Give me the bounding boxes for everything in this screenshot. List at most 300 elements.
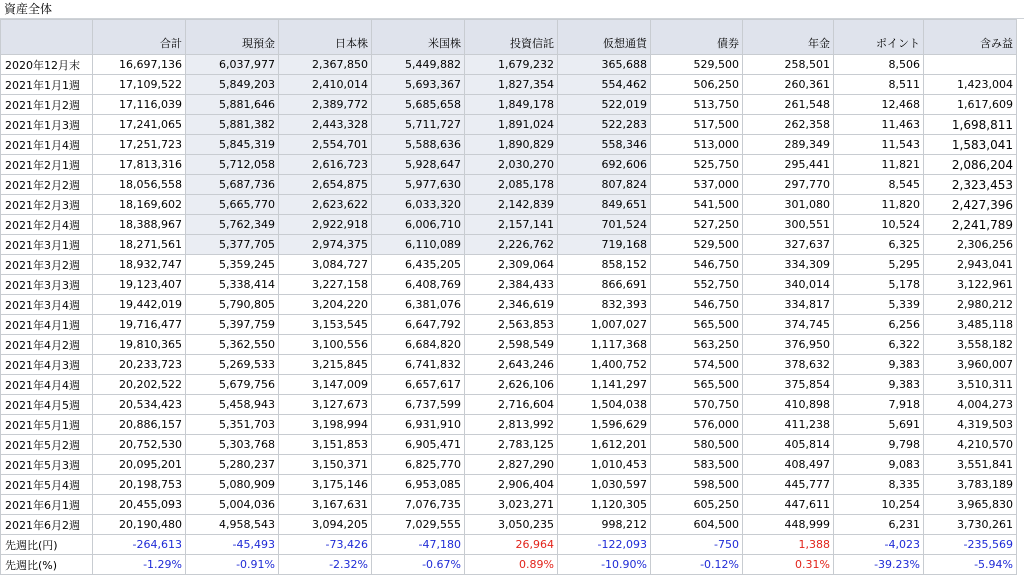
cell-pension[interactable]: 300,551 bbox=[743, 215, 834, 235]
cell-crypto[interactable]: 701,524 bbox=[558, 215, 651, 235]
cell-points[interactable]: 5,339 bbox=[834, 295, 924, 315]
cell-mutual-fund[interactable]: 0.89% bbox=[465, 555, 558, 575]
cell-us-stock[interactable]: 6,657,617 bbox=[372, 375, 465, 395]
row-label[interactable]: 2021年3月3週 bbox=[1, 275, 93, 295]
cell-mutual-fund[interactable]: 1,891,024 bbox=[465, 115, 558, 135]
cell-jp-stock[interactable]: 2,654,875 bbox=[279, 175, 372, 195]
cell-unrealized-gain[interactable]: 2,086,204 bbox=[924, 155, 1017, 175]
cell-jp-stock[interactable]: 2,974,375 bbox=[279, 235, 372, 255]
cell-mutual-fund[interactable]: 1,890,829 bbox=[465, 135, 558, 155]
cell-bond[interactable]: 525,750 bbox=[651, 155, 743, 175]
cell-points[interactable]: 6,231 bbox=[834, 515, 924, 535]
cell-bond[interactable]: 570,750 bbox=[651, 395, 743, 415]
column-header-points[interactable]: ポイント bbox=[834, 20, 924, 55]
column-header-cash[interactable]: 現預金 bbox=[186, 20, 279, 55]
row-label[interactable]: 2020年12月末 bbox=[1, 55, 93, 75]
cell-bond[interactable]: 527,250 bbox=[651, 215, 743, 235]
cell-cash[interactable]: 4,958,543 bbox=[186, 515, 279, 535]
cell-bond[interactable]: 529,500 bbox=[651, 235, 743, 255]
row-label[interactable]: 2021年4月3週 bbox=[1, 355, 93, 375]
cell-total[interactable]: 19,810,365 bbox=[93, 335, 186, 355]
cell-total[interactable]: 20,534,423 bbox=[93, 395, 186, 415]
cell-total[interactable]: 20,886,157 bbox=[93, 415, 186, 435]
cell-crypto[interactable]: 858,152 bbox=[558, 255, 651, 275]
cell-unrealized-gain[interactable]: 3,558,182 bbox=[924, 335, 1017, 355]
cell-pension[interactable]: 447,611 bbox=[743, 495, 834, 515]
cell-cash[interactable]: 6,037,977 bbox=[186, 55, 279, 75]
row-label[interactable]: 2021年5月1週 bbox=[1, 415, 93, 435]
cell-cash[interactable]: -45,493 bbox=[186, 535, 279, 555]
cell-total[interactable]: 17,109,522 bbox=[93, 75, 186, 95]
cell-jp-stock[interactable]: 2,367,850 bbox=[279, 55, 372, 75]
cell-points[interactable]: 8,511 bbox=[834, 75, 924, 95]
cell-pension[interactable]: 260,361 bbox=[743, 75, 834, 95]
table-row bbox=[1, 75, 1017, 95]
cell-mutual-fund[interactable]: 3,050,235 bbox=[465, 515, 558, 535]
cell-jp-stock[interactable]: 2,623,622 bbox=[279, 195, 372, 215]
cell-points[interactable]: 6,325 bbox=[834, 235, 924, 255]
cell-points[interactable]: 7,918 bbox=[834, 395, 924, 415]
column-header-total[interactable]: 合計 bbox=[93, 20, 186, 55]
cell-cash[interactable]: 5,849,203 bbox=[186, 75, 279, 95]
cell-jp-stock[interactable]: 3,150,371 bbox=[279, 455, 372, 475]
cell-unrealized-gain[interactable]: 3,122,961 bbox=[924, 275, 1017, 295]
cell-us-stock[interactable]: 6,408,769 bbox=[372, 275, 465, 295]
cell-us-stock[interactable]: 6,931,910 bbox=[372, 415, 465, 435]
cell-jp-stock[interactable]: 2,616,723 bbox=[279, 155, 372, 175]
cell-points[interactable]: 8,335 bbox=[834, 475, 924, 495]
cell-us-stock[interactable]: 6,110,089 bbox=[372, 235, 465, 255]
cell-crypto[interactable]: 849,651 bbox=[558, 195, 651, 215]
cell-cash[interactable]: 5,687,736 bbox=[186, 175, 279, 195]
column-header-bond[interactable]: 債券 bbox=[651, 20, 743, 55]
cell-mutual-fund[interactable]: 2,384,433 bbox=[465, 275, 558, 295]
sheet-title[interactable]: 資産全体 bbox=[0, 0, 1024, 19]
cell-bond[interactable]: 565,500 bbox=[651, 375, 743, 395]
cell-cash[interactable]: 5,790,805 bbox=[186, 295, 279, 315]
row-label[interactable]: 2021年4月4週 bbox=[1, 375, 93, 395]
cell-points[interactable]: 12,468 bbox=[834, 95, 924, 115]
cell-points[interactable]: 11,821 bbox=[834, 155, 924, 175]
cell-jp-stock[interactable]: 3,227,158 bbox=[279, 275, 372, 295]
cell-cash[interactable]: 5,397,759 bbox=[186, 315, 279, 335]
cell-unrealized-gain[interactable]: 2,943,041 bbox=[924, 255, 1017, 275]
cell-jp-stock[interactable]: 3,175,146 bbox=[279, 475, 372, 495]
cell-pension[interactable]: 295,441 bbox=[743, 155, 834, 175]
cell-mutual-fund[interactable]: 2,827,290 bbox=[465, 455, 558, 475]
cell-points[interactable]: 10,254 bbox=[834, 495, 924, 515]
column-header-us-stock[interactable]: 米国株 bbox=[372, 20, 465, 55]
cell-mutual-fund[interactable]: 2,716,604 bbox=[465, 395, 558, 415]
cell-total[interactable]: -264,613 bbox=[93, 535, 186, 555]
cell-crypto[interactable]: 1,141,297 bbox=[558, 375, 651, 395]
cell-bond[interactable]: 541,500 bbox=[651, 195, 743, 215]
cell-mutual-fund[interactable]: 2,598,549 bbox=[465, 335, 558, 355]
cell-unrealized-gain[interactable]: 2,323,453 bbox=[924, 175, 1017, 195]
cell-points[interactable]: 9,383 bbox=[834, 375, 924, 395]
cell-crypto[interactable]: 522,283 bbox=[558, 115, 651, 135]
cell-pension[interactable]: 327,637 bbox=[743, 235, 834, 255]
cell-bond[interactable]: 580,500 bbox=[651, 435, 743, 455]
cell-points[interactable]: 5,691 bbox=[834, 415, 924, 435]
cell-jp-stock[interactable]: 2,922,918 bbox=[279, 215, 372, 235]
cell-jp-stock[interactable]: 2,443,328 bbox=[279, 115, 372, 135]
cell-jp-stock[interactable]: 3,147,009 bbox=[279, 375, 372, 395]
cell-us-stock[interactable]: 6,647,792 bbox=[372, 315, 465, 335]
cell-cash[interactable]: 5,845,319 bbox=[186, 135, 279, 155]
cell-bond[interactable]: 517,500 bbox=[651, 115, 743, 135]
cell-total[interactable]: 18,388,967 bbox=[93, 215, 186, 235]
row-label[interactable]: 2021年1月4週 bbox=[1, 135, 93, 155]
cell-us-stock[interactable]: 6,953,085 bbox=[372, 475, 465, 495]
row-label[interactable]: 2021年5月4週 bbox=[1, 475, 93, 495]
cell-unrealized-gain[interactable]: 2,427,396 bbox=[924, 195, 1017, 215]
cell-pension[interactable]: 258,501 bbox=[743, 55, 834, 75]
cell-bond[interactable]: 576,000 bbox=[651, 415, 743, 435]
cell-unrealized-gain[interactable]: 2,241,789 bbox=[924, 215, 1017, 235]
cell-us-stock[interactable]: 6,825,770 bbox=[372, 455, 465, 475]
cell-unrealized-gain[interactable]: 4,210,570 bbox=[924, 435, 1017, 455]
cell-total[interactable]: 17,241,065 bbox=[93, 115, 186, 135]
cell-total[interactable]: 19,123,407 bbox=[93, 275, 186, 295]
cell-total[interactable]: 20,233,723 bbox=[93, 355, 186, 375]
cell-crypto[interactable]: 719,168 bbox=[558, 235, 651, 255]
cell-bond[interactable]: 546,750 bbox=[651, 295, 743, 315]
cell-jp-stock[interactable]: 3,100,556 bbox=[279, 335, 372, 355]
cell-cash[interactable]: 5,303,768 bbox=[186, 435, 279, 455]
cell-us-stock[interactable]: 6,905,471 bbox=[372, 435, 465, 455]
cell-total[interactable]: 18,271,561 bbox=[93, 235, 186, 255]
cell-points[interactable]: 5,178 bbox=[834, 275, 924, 295]
cell-pension[interactable]: 301,080 bbox=[743, 195, 834, 215]
cell-jp-stock[interactable]: 3,215,845 bbox=[279, 355, 372, 375]
cell-jp-stock[interactable]: 3,153,545 bbox=[279, 315, 372, 335]
cell-jp-stock[interactable]: 2,410,014 bbox=[279, 75, 372, 95]
cell-unrealized-gain[interactable]: 3,730,261 bbox=[924, 515, 1017, 535]
cell-total[interactable]: 18,169,602 bbox=[93, 195, 186, 215]
cell-cash[interactable]: 5,679,756 bbox=[186, 375, 279, 395]
cell-mutual-fund[interactable]: 2,643,246 bbox=[465, 355, 558, 375]
cell-total[interactable]: 17,813,316 bbox=[93, 155, 186, 175]
cell-pension[interactable]: 445,777 bbox=[743, 475, 834, 495]
cell-cash[interactable]: 5,269,533 bbox=[186, 355, 279, 375]
cell-jp-stock[interactable]: 3,167,631 bbox=[279, 495, 372, 515]
cell-mutual-fund[interactable]: 2,813,992 bbox=[465, 415, 558, 435]
cell-pension[interactable]: 405,814 bbox=[743, 435, 834, 455]
cell-us-stock[interactable]: 6,033,320 bbox=[372, 195, 465, 215]
cell-points[interactable]: 5,295 bbox=[834, 255, 924, 275]
row-label[interactable]: 先週比(%) bbox=[1, 555, 93, 575]
cell-crypto[interactable]: 1,030,597 bbox=[558, 475, 651, 495]
cell-us-stock[interactable]: -0.67% bbox=[372, 555, 465, 575]
cell-cash[interactable]: 5,280,237 bbox=[186, 455, 279, 475]
cell-mutual-fund[interactable]: 2,309,064 bbox=[465, 255, 558, 275]
cell-us-stock[interactable]: 6,381,076 bbox=[372, 295, 465, 315]
cell-pension[interactable]: 411,238 bbox=[743, 415, 834, 435]
cell-unrealized-gain[interactable]: 3,960,007 bbox=[924, 355, 1017, 375]
cell-jp-stock[interactable]: 2,554,701 bbox=[279, 135, 372, 155]
cell-pension[interactable]: 376,950 bbox=[743, 335, 834, 355]
cell-us-stock[interactable]: -47,180 bbox=[372, 535, 465, 555]
column-header-jp-stock[interactable]: 日本株 bbox=[279, 20, 372, 55]
cell-bond[interactable]: 574,500 bbox=[651, 355, 743, 375]
cell-unrealized-gain[interactable]: 2,980,212 bbox=[924, 295, 1017, 315]
column-header-crypto[interactable]: 仮想通貨 bbox=[558, 20, 651, 55]
column-header-mutual-fund[interactable]: 投資信託 bbox=[465, 20, 558, 55]
cell-bond[interactable]: 529,500 bbox=[651, 55, 743, 75]
cell-points[interactable]: 8,506 bbox=[834, 55, 924, 75]
cell-crypto[interactable]: 558,346 bbox=[558, 135, 651, 155]
row-label[interactable]: 2021年5月2週 bbox=[1, 435, 93, 455]
cell-us-stock[interactable]: 5,685,658 bbox=[372, 95, 465, 115]
column-header-label[interactable] bbox=[1, 20, 93, 55]
cell-jp-stock[interactable]: 3,127,673 bbox=[279, 395, 372, 415]
row-label[interactable]: 2021年2月3週 bbox=[1, 195, 93, 215]
cell-points[interactable]: 8,545 bbox=[834, 175, 924, 195]
cell-us-stock[interactable]: 6,684,820 bbox=[372, 335, 465, 355]
cell-us-stock[interactable]: 5,588,636 bbox=[372, 135, 465, 155]
cell-crypto[interactable]: 1,007,027 bbox=[558, 315, 651, 335]
cell-mutual-fund[interactable]: 2,783,125 bbox=[465, 435, 558, 455]
cell-us-stock[interactable]: 6,737,599 bbox=[372, 395, 465, 415]
cell-total[interactable]: -1.29% bbox=[93, 555, 186, 575]
cell-crypto[interactable]: 998,212 bbox=[558, 515, 651, 535]
cell-pension[interactable]: 448,999 bbox=[743, 515, 834, 535]
cell-cash[interactable]: 5,712,058 bbox=[186, 155, 279, 175]
row-label[interactable]: 2021年1月3週 bbox=[1, 115, 93, 135]
cell-cash[interactable]: 5,881,382 bbox=[186, 115, 279, 135]
cell-pension[interactable]: 340,014 bbox=[743, 275, 834, 295]
cell-cash[interactable]: 5,338,414 bbox=[186, 275, 279, 295]
cell-cash[interactable]: 5,665,770 bbox=[186, 195, 279, 215]
cell-mutual-fund[interactable]: 2,142,839 bbox=[465, 195, 558, 215]
column-header-unrealized-gain[interactable]: 含み益 bbox=[924, 20, 1017, 55]
row-label[interactable]: 先週比(円) bbox=[1, 535, 93, 555]
row-label[interactable]: 2021年2月1週 bbox=[1, 155, 93, 175]
cell-mutual-fund[interactable]: 3,023,271 bbox=[465, 495, 558, 515]
cell-crypto[interactable]: -10.90% bbox=[558, 555, 651, 575]
cell-mutual-fund[interactable]: 2,085,178 bbox=[465, 175, 558, 195]
cell-crypto[interactable]: -122,093 bbox=[558, 535, 651, 555]
cell-crypto[interactable]: 807,824 bbox=[558, 175, 651, 195]
cell-unrealized-gain[interactable]: 1,423,004 bbox=[924, 75, 1017, 95]
row-label[interactable]: 2021年6月2週 bbox=[1, 515, 93, 535]
cell-cash[interactable]: -0.91% bbox=[186, 555, 279, 575]
cell-unrealized-gain[interactable]: 3,965,830 bbox=[924, 495, 1017, 515]
cell-points[interactable]: -39.23% bbox=[834, 555, 924, 575]
cell-unrealized-gain[interactable]: 1,698,811 bbox=[924, 115, 1017, 135]
cell-jp-stock[interactable]: 3,198,994 bbox=[279, 415, 372, 435]
cell-pension[interactable]: 375,854 bbox=[743, 375, 834, 395]
cell-us-stock[interactable]: 7,029,555 bbox=[372, 515, 465, 535]
cell-bond[interactable]: -750 bbox=[651, 535, 743, 555]
row-label[interactable]: 2021年3月1週 bbox=[1, 235, 93, 255]
cell-unrealized-gain[interactable]: 3,510,311 bbox=[924, 375, 1017, 395]
cell-pension[interactable]: 408,497 bbox=[743, 455, 834, 475]
cell-unrealized-gain[interactable]: 4,319,503 bbox=[924, 415, 1017, 435]
row-label[interactable]: 2021年3月2週 bbox=[1, 255, 93, 275]
cell-jp-stock[interactable]: -2.32% bbox=[279, 555, 372, 575]
cell-cash[interactable]: 5,762,349 bbox=[186, 215, 279, 235]
row-label[interactable]: 2021年1月2週 bbox=[1, 95, 93, 115]
cell-total[interactable]: 20,095,201 bbox=[93, 455, 186, 475]
cell-bond[interactable]: 565,500 bbox=[651, 315, 743, 335]
cell-us-stock[interactable]: 5,977,630 bbox=[372, 175, 465, 195]
cell-bond[interactable]: 552,750 bbox=[651, 275, 743, 295]
cell-points[interactable]: 11,820 bbox=[834, 195, 924, 215]
cell-crypto[interactable]: 1,400,752 bbox=[558, 355, 651, 375]
cell-total[interactable]: 19,716,477 bbox=[93, 315, 186, 335]
cell-mutual-fund[interactable]: 2,906,404 bbox=[465, 475, 558, 495]
cell-pension[interactable]: 1,388 bbox=[743, 535, 834, 555]
cell-crypto[interactable]: 692,606 bbox=[558, 155, 651, 175]
cell-mutual-fund[interactable]: 26,964 bbox=[465, 535, 558, 555]
cell-us-stock[interactable]: 6,006,710 bbox=[372, 215, 465, 235]
cell-total[interactable]: 19,442,019 bbox=[93, 295, 186, 315]
row-label[interactable]: 2021年4月5週 bbox=[1, 395, 93, 415]
cell-total[interactable]: 20,198,753 bbox=[93, 475, 186, 495]
cell-bond[interactable]: 583,500 bbox=[651, 455, 743, 475]
cell-unrealized-gain[interactable]: 3,551,841 bbox=[924, 455, 1017, 475]
cell-total[interactable]: 20,190,480 bbox=[93, 515, 186, 535]
cell-pension[interactable]: 410,898 bbox=[743, 395, 834, 415]
cell-us-stock[interactable]: 6,741,832 bbox=[372, 355, 465, 375]
cell-points[interactable]: 6,322 bbox=[834, 335, 924, 355]
cell-jp-stock[interactable]: -73,426 bbox=[279, 535, 372, 555]
cell-pension[interactable]: 334,817 bbox=[743, 295, 834, 315]
cell-unrealized-gain[interactable]: 4,004,273 bbox=[924, 395, 1017, 415]
cell-points[interactable]: -4,023 bbox=[834, 535, 924, 555]
cell-bond[interactable]: 604,500 bbox=[651, 515, 743, 535]
cell-crypto[interactable]: 1,117,368 bbox=[558, 335, 651, 355]
cell-bond[interactable]: 513,000 bbox=[651, 135, 743, 155]
cell-pension[interactable]: 374,745 bbox=[743, 315, 834, 335]
cell-crypto[interactable]: 554,462 bbox=[558, 75, 651, 95]
cell-cash[interactable]: 5,004,036 bbox=[186, 495, 279, 515]
cell-points[interactable]: 11,543 bbox=[834, 135, 924, 155]
cell-us-stock[interactable]: 5,928,647 bbox=[372, 155, 465, 175]
cell-unrealized-gain[interactable]: 1,583,041 bbox=[924, 135, 1017, 155]
cell-crypto[interactable]: 1,596,629 bbox=[558, 415, 651, 435]
cell-jp-stock[interactable]: 3,151,853 bbox=[279, 435, 372, 455]
cell-us-stock[interactable]: 6,435,205 bbox=[372, 255, 465, 275]
cell-bond[interactable]: -0.12% bbox=[651, 555, 743, 575]
cell-pension[interactable]: 289,349 bbox=[743, 135, 834, 155]
cell-mutual-fund[interactable]: 2,346,619 bbox=[465, 295, 558, 315]
diff-yen-row bbox=[1, 535, 1017, 555]
cell-crypto[interactable]: 866,691 bbox=[558, 275, 651, 295]
cell-points[interactable]: 9,798 bbox=[834, 435, 924, 455]
cell-bond[interactable]: 563,250 bbox=[651, 335, 743, 355]
cell-points[interactable]: 9,383 bbox=[834, 355, 924, 375]
cell-cash[interactable]: 5,080,909 bbox=[186, 475, 279, 495]
cell-points[interactable]: 11,463 bbox=[834, 115, 924, 135]
cell-unrealized-gain[interactable]: 3,783,189 bbox=[924, 475, 1017, 495]
cell-cash[interactable]: 5,377,705 bbox=[186, 235, 279, 255]
cell-cash[interactable]: 5,359,245 bbox=[186, 255, 279, 275]
cell-unrealized-gain[interactable] bbox=[924, 55, 1017, 75]
row-label[interactable]: 2021年6月1週 bbox=[1, 495, 93, 515]
cell-bond[interactable]: 605,250 bbox=[651, 495, 743, 515]
cell-total[interactable]: 20,202,522 bbox=[93, 375, 186, 395]
cell-points[interactable]: 10,524 bbox=[834, 215, 924, 235]
cell-crypto[interactable]: 522,019 bbox=[558, 95, 651, 115]
cell-total[interactable]: 16,697,136 bbox=[93, 55, 186, 75]
cell-bond[interactable]: 506,250 bbox=[651, 75, 743, 95]
cell-crypto[interactable]: 365,688 bbox=[558, 55, 651, 75]
cell-points[interactable]: 9,083 bbox=[834, 455, 924, 475]
cell-pension[interactable]: 334,309 bbox=[743, 255, 834, 275]
cell-crypto[interactable]: 832,393 bbox=[558, 295, 651, 315]
cell-bond[interactable]: 513,750 bbox=[651, 95, 743, 115]
cell-jp-stock[interactable]: 3,204,220 bbox=[279, 295, 372, 315]
cell-mutual-fund[interactable]: 2,226,762 bbox=[465, 235, 558, 255]
cell-pension[interactable]: 378,632 bbox=[743, 355, 834, 375]
cell-total[interactable]: 18,932,747 bbox=[93, 255, 186, 275]
row-label[interactable]: 2021年4月2週 bbox=[1, 335, 93, 355]
row-label[interactable]: 2021年1月1週 bbox=[1, 75, 93, 95]
cell-jp-stock[interactable]: 2,389,772 bbox=[279, 95, 372, 115]
cell-pension[interactable]: 297,770 bbox=[743, 175, 834, 195]
cell-crypto[interactable]: 1,120,305 bbox=[558, 495, 651, 515]
cell-bond[interactable]: 598,500 bbox=[651, 475, 743, 495]
cell-us-stock[interactable]: 7,076,735 bbox=[372, 495, 465, 515]
cell-total[interactable]: 18,056,558 bbox=[93, 175, 186, 195]
row-label[interactable]: 2021年3月4週 bbox=[1, 295, 93, 315]
cell-cash[interactable]: 5,351,703 bbox=[186, 415, 279, 435]
cell-mutual-fund[interactable]: 2,563,853 bbox=[465, 315, 558, 335]
cell-mutual-fund[interactable]: 1,827,354 bbox=[465, 75, 558, 95]
column-header-pension[interactable]: 年金 bbox=[743, 20, 834, 55]
cell-unrealized-gain[interactable]: 1,617,609 bbox=[924, 95, 1017, 115]
cell-crypto[interactable]: 1,504,038 bbox=[558, 395, 651, 415]
cell-total[interactable]: 20,455,093 bbox=[93, 495, 186, 515]
cell-points[interactable]: 6,256 bbox=[834, 315, 924, 335]
row-label[interactable]: 2021年4月1週 bbox=[1, 315, 93, 335]
row-label[interactable]: 2021年2月2週 bbox=[1, 175, 93, 195]
cell-jp-stock[interactable]: 3,094,205 bbox=[279, 515, 372, 535]
cell-unrealized-gain[interactable]: 3,485,118 bbox=[924, 315, 1017, 335]
cell-unrealized-gain[interactable]: -235,569 bbox=[924, 535, 1017, 555]
cell-cash[interactable]: 5,881,646 bbox=[186, 95, 279, 115]
cell-crypto[interactable]: 1,010,453 bbox=[558, 455, 651, 475]
cell-total[interactable]: 17,116,039 bbox=[93, 95, 186, 115]
cell-crypto[interactable]: 1,612,201 bbox=[558, 435, 651, 455]
cell-mutual-fund[interactable]: 1,679,232 bbox=[465, 55, 558, 75]
cell-jp-stock[interactable]: 3,084,727 bbox=[279, 255, 372, 275]
cell-mutual-fund[interactable]: 2,157,141 bbox=[465, 215, 558, 235]
cell-us-stock[interactable]: 5,711,727 bbox=[372, 115, 465, 135]
cell-mutual-fund[interactable]: 1,849,178 bbox=[465, 95, 558, 115]
cell-pension[interactable]: 261,548 bbox=[743, 95, 834, 115]
row-label[interactable]: 2021年2月4週 bbox=[1, 215, 93, 235]
cell-cash[interactable]: 5,458,943 bbox=[186, 395, 279, 415]
cell-bond[interactable]: 537,000 bbox=[651, 175, 743, 195]
cell-unrealized-gain[interactable]: 2,306,256 bbox=[924, 235, 1017, 255]
cell-cash[interactable]: 5,362,550 bbox=[186, 335, 279, 355]
cell-total[interactable]: 20,752,530 bbox=[93, 435, 186, 455]
cell-unrealized-gain[interactable]: -5.94% bbox=[924, 555, 1017, 575]
cell-total[interactable]: 17,251,723 bbox=[93, 135, 186, 155]
cell-us-stock[interactable]: 5,449,882 bbox=[372, 55, 465, 75]
row-label[interactable]: 2021年5月3週 bbox=[1, 455, 93, 475]
cell-pension[interactable]: 0.31% bbox=[743, 555, 834, 575]
cell-us-stock[interactable]: 5,693,367 bbox=[372, 75, 465, 95]
cell-bond[interactable]: 546,750 bbox=[651, 255, 743, 275]
cell-pension[interactable]: 262,358 bbox=[743, 115, 834, 135]
cell-mutual-fund[interactable]: 2,030,270 bbox=[465, 155, 558, 175]
cell-mutual-fund[interactable]: 2,626,106 bbox=[465, 375, 558, 395]
